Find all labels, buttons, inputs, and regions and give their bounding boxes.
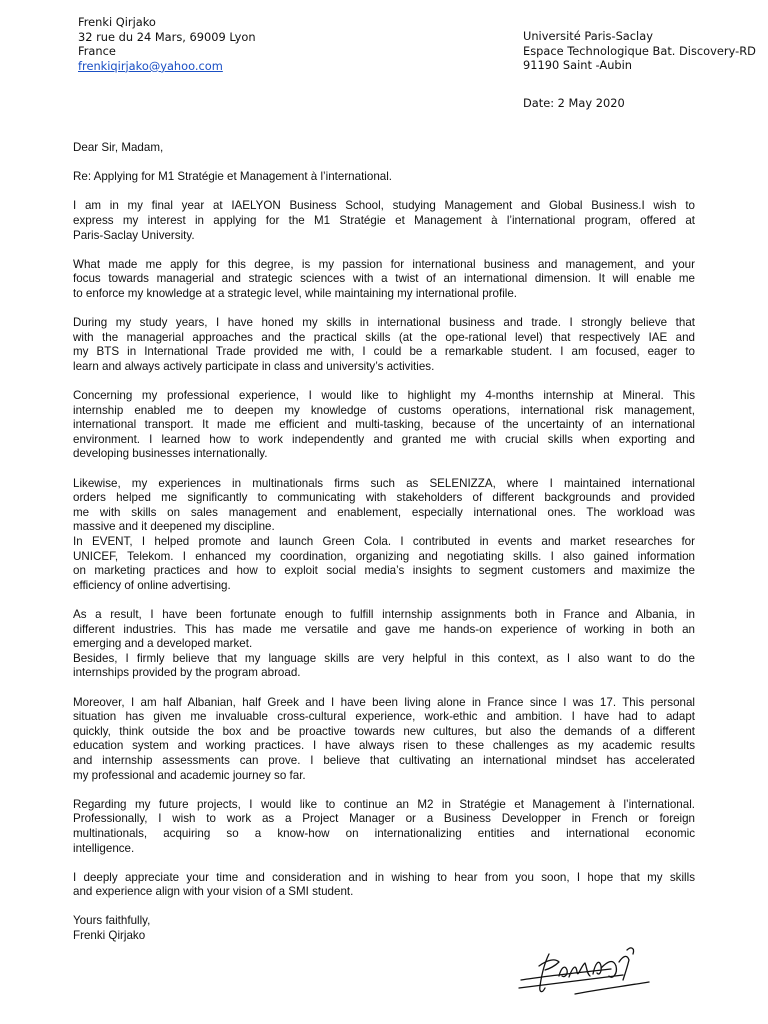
paragraph-studies (73, 316, 695, 374)
sender-address-block (78, 15, 338, 73)
paragraph-line: Likewise, my experiences in multinationals firms such as SELENIZZA, where I maintained international (73, 476, 695, 490)
paragraph-line: my professional and academic journey so far. (73, 768, 306, 782)
paragraph-background (73, 696, 695, 784)
paragraph-line: and internship assessments can prove. I believe that cultivating an international mindset has accelerated (73, 753, 695, 767)
paragraph-line: to enforce my knowledge at a strategic level, while maintaining my international profile. (73, 286, 518, 300)
handwritten-signature (515, 936, 655, 998)
sender-email-link[interactable]: frenkiqirjako@yahoo.com (78, 58, 223, 73)
paragraph-experience (73, 389, 695, 462)
recipient-institution: Université Paris-Saclay (523, 29, 653, 43)
paragraph-line: situation has given me invaluable cross-cultural experience, work-ethic and ambition. I have had to adapt (73, 710, 695, 724)
closing-name: Frenki Qirjako (73, 929, 146, 943)
paragraph-line: intelligence. (73, 841, 135, 855)
paragraph-line: quickly, think outside the box and be proactive towards new cultures, but also the demands of a different (73, 724, 695, 738)
paragraph-line: learn and always actively participate in class and university’s activities. (73, 359, 435, 373)
paragraph-results (73, 608, 695, 681)
paragraph-line: on marketing practices and how to exploit social media’s insights to segment customers and maximize the (73, 564, 695, 578)
subject-line: Re: Applying for M1 Stratégie et Management à l’international. (73, 170, 393, 184)
paragraph-line: Besides, I firmly believe that my language skills are very helpful in this context, as I also want to do the (73, 651, 695, 665)
paragraph-line: environment. I learned how to work independently and granted me with crucial skills when exporting and (73, 432, 695, 446)
letter-date: Date: 2 May 2020 (523, 96, 625, 110)
paragraph-line: efficiency of online advertising. (73, 578, 231, 592)
recipient-city: 91190 Saint -Aubin (523, 58, 633, 73)
paragraph-line: my BTS in International Trade provided me with, I could be a remarkable student. I am focused, eager to (73, 345, 695, 359)
paragraph-line: Paris-Saclay University. (73, 228, 195, 242)
salutation: Dear Sir, Madam, (73, 141, 164, 154)
paragraph-line: As a result, I have been fortunate enough to fulfill internship assignments both in France and Albania, in (73, 608, 695, 621)
paragraph-line: international transport. It made me efficient and multi-tasking, because of the uncertainty of an international (73, 418, 695, 432)
closing-phrase: Yours faithfully, (73, 914, 151, 928)
paragraph-line: I deeply appreciate your time and consideration and in wishing to hear from you soon, I hope that my skills (73, 870, 695, 884)
paragraph-line: focus towards managerial and strategic sciences with a twist of an international dimension. It will enable me (73, 272, 695, 286)
paragraph-line: UNICEF, Telekom. I enhanced my coordination, organizing and negotiating skills. I also gained information (73, 549, 695, 563)
recipient-building: Espace Technologique Bat. Discovery-RD (523, 43, 756, 58)
paragraph-future-projects (73, 798, 695, 856)
sender-country: France (78, 44, 116, 59)
paragraph-line: and experience align with your vision of a SMI student. (73, 885, 354, 899)
sender-name: Frenki Qirjako (78, 15, 156, 29)
recipient-address-block (523, 29, 763, 73)
paragraph-line: different industries. This has made me versatile and gave me hands-on experience of working in both an (73, 622, 695, 636)
paragraph-line: During my study years, I have honed my skills in international business and trade. I strongly believe that (73, 316, 695, 330)
sender-street: 32 rue du 24 Mars, 69009 Lyon (78, 29, 256, 44)
paragraph-multinationals (73, 477, 695, 594)
paragraph-intro (73, 199, 695, 243)
paragraph-line: with the managerial approaches and the practical skills (at the ope-rational level) that respectively IAE and (73, 330, 695, 344)
letter-body (73, 141, 695, 944)
paragraph-line: What made me apply for this degree, is my passion for international business and management, and your (73, 257, 695, 271)
paragraph-line: I am in my final year at IAELYON Business School, studying Management and Global Business.I wish to (73, 199, 695, 213)
paragraph-line: emerging and a developed market. (73, 637, 253, 651)
paragraph-line: Concerning my professional experience, I would like to highlight my 4-months internship at Mineral. This (73, 389, 695, 403)
paragraph-line: express my interest in applying for the M1 Stratégie et Management à l’international program, offered at (73, 213, 695, 227)
paragraph-line: internships provided by the program abroad. (73, 666, 301, 680)
paragraph-closing-thanks (73, 871, 695, 900)
paragraph-line: developing businesses internationally. (73, 447, 268, 461)
paragraph-line: me with skills on sales management and enablement, especially international ones. The workload was (73, 505, 695, 519)
paragraph-line: Professionally, I wish to work as a Project Manager or a Business Developper in French or foreign (73, 812, 695, 826)
paragraph-line: internship enabled me to deepen my knowledge of customs operations, international risk management, (73, 403, 695, 417)
paragraph-line: Moreover, I am half Albanian, half Greek and I have been living alone in France since I was 17. This personal (73, 695, 695, 709)
paragraph-line: multinationals, acquiring so a know-how on internationalizing entities and international economic (73, 826, 695, 840)
paragraph-line: orders helped me significantly to communicating with stakeholders of different backgrounds and provided (73, 491, 695, 505)
paragraph-line: massive and it deepened my discipline. (73, 520, 275, 534)
paragraph-line: education system and working practices. I have always risen to these challenges as my academic results (73, 739, 695, 753)
paragraph-line: In EVENT, I helped promote and launch Green Cola. I contributed in events and market researches for (73, 535, 695, 549)
paragraph-motivation (73, 258, 695, 302)
paragraph-line: Regarding my future projects, I would like to continue an M2 in Stratégie et Management à l’international. (73, 797, 695, 811)
